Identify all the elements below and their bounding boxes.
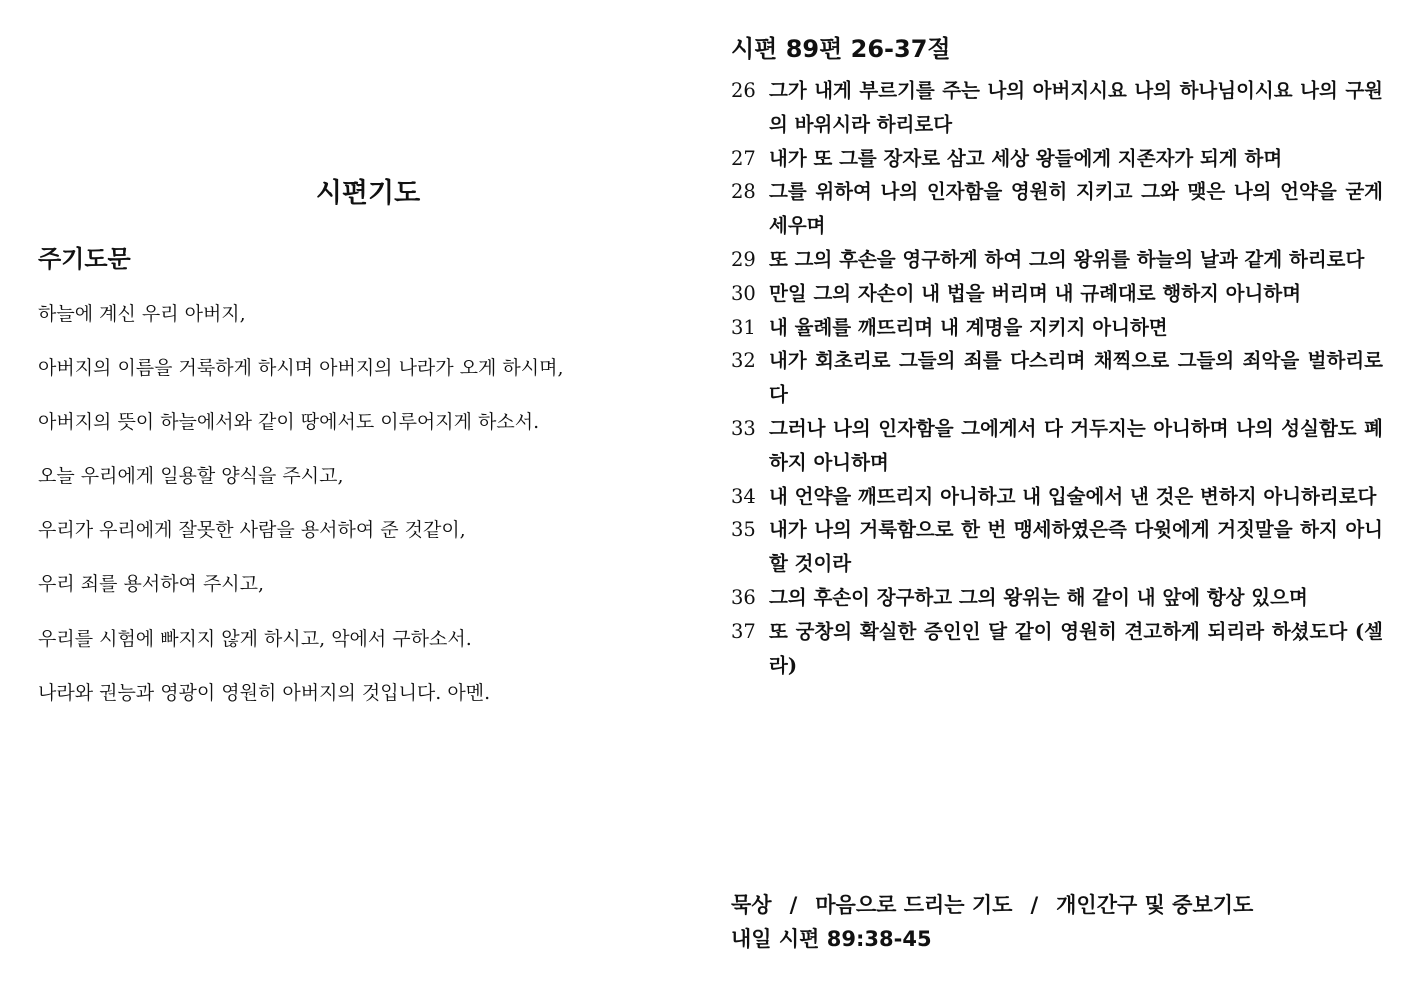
verse-number: 34: [731, 484, 756, 508]
page-title: 시편기도: [315, 178, 421, 209]
tomorrow-reading: 내일 시편 89:38-45: [731, 927, 932, 951]
verse-number: 27: [731, 146, 756, 170]
passage-title: 시편 89편 26-37절: [731, 35, 951, 63]
verse-34: [731, 480, 1383, 514]
activities-line: [731, 890, 1253, 920]
verse-33: [731, 412, 1383, 480]
verse-text: 내가 또 그를 장자로 삼고 세상 왕들에게 지존자가 되게 하며: [769, 146, 1283, 170]
verse-text: 또 그의 후손을 영구하게 하여 그의 왕위를 하늘의 날과 같게 하리로다: [769, 247, 1365, 271]
verse-number: 29: [731, 247, 756, 271]
verse-32: [731, 344, 1383, 412]
verse-31: [731, 311, 1383, 345]
verse-36: [731, 581, 1383, 615]
prayer-line: 오늘 우리에게 일용할 양식을 주시고,: [38, 465, 344, 487]
verse-text: 그가 내게 부르기를 주는 나의 아버지시요 나의 하나님이시요 나의 구원의 바위시라 하리로다: [769, 79, 1383, 136]
verse-number: 26: [731, 79, 756, 102]
intercession-label: 개인간구 및 중보기도: [1056, 893, 1254, 917]
prayer-line: 하늘에 계신 우리 아버지,: [38, 303, 246, 325]
prayer-line: 나라와 권능과 영광이 영원히 아버지의 것입니다. 아멘.: [38, 682, 491, 704]
verse-text: 내 율례를 깨뜨리며 내 계명을 지키지 아니하면: [769, 315, 1168, 339]
verse-text: 그의 후손이 장구하고 그의 왕위는 해 같이 내 앞에 항상 있으며: [769, 585, 1308, 609]
left-column: [38, 0, 698, 992]
verse-text: 내 언약을 깨뜨리지 아니하고 내 입술에서 낸 것은 변하지 아니하리로다: [769, 484, 1377, 508]
verse-text: 내가 나의 거룩함으로 한 번 맹세하였은즉 다윗에게 거짓말을 하지 아니할 것이라: [769, 518, 1383, 576]
meditation-label: 묵상: [731, 893, 772, 917]
verse-text: 내가 회초리로 그들의 죄를 다스리며 채찍으로 그들의 죄악을 벌하리로다: [769, 349, 1383, 407]
prayer-line: 우리를 시험에 빠지지 않게 하시고, 악에서 구하소서.: [38, 628, 472, 650]
verse-number: 36: [731, 585, 756, 609]
verse-number: 32: [731, 349, 756, 373]
verse-30: [731, 277, 1383, 311]
verse-27: [731, 142, 1383, 176]
prayer-line: 아버지의 이름을 거룩하게 하시며 아버지의 나라가 오게 하시며,: [38, 357, 564, 379]
section-heading-lords-prayer: 주기도문: [38, 245, 131, 273]
verse-text: 또 궁창의 확실한 증인인 달 같이 영원히 견고하게 되리라 하셨도다 (셀라): [769, 619, 1383, 677]
verse-text: 그러나 나의 인자함을 그에게서 다 거두지는 아니하며 나의 성실함도 폐하지 아니하며: [769, 416, 1383, 474]
verse-text: 만일 그의 자손이 내 법을 버리며 내 규례대로 행하지 아니하며: [769, 281, 1302, 305]
verse-35: [731, 513, 1383, 581]
prayer-line: 아버지의 뜻이 하늘에서와 같이 땅에서도 이루어지게 하소서.: [38, 411, 540, 433]
verse-list: [731, 74, 1383, 682]
verse-text: 그를 위하여 나의 인자함을 영원히 지키고 그와 맺은 나의 언약을 굳게 세우며: [769, 180, 1383, 238]
prayer-line: 우리가 우리에게 잘못한 사람을 용서하여 준 것같이,: [38, 519, 466, 541]
right-column: [731, 0, 1383, 992]
verse-number: 37: [731, 619, 756, 643]
verse-29: [731, 243, 1383, 277]
verse-number: 33: [731, 416, 756, 440]
verse-number: 31: [731, 315, 756, 339]
separator: /: [1030, 893, 1039, 917]
verse-26: [731, 74, 1383, 142]
verse-number: 28: [731, 180, 756, 204]
verse-37: [731, 615, 1383, 683]
separator: /: [789, 893, 798, 917]
verse-28: [731, 175, 1383, 243]
prayer-line: 우리 죄를 용서하여 주시고,: [38, 573, 265, 595]
heart-prayer-label: 마음으로 드리는 기도: [815, 893, 1013, 917]
verse-number: 30: [731, 281, 756, 305]
verse-number: 35: [731, 518, 756, 542]
